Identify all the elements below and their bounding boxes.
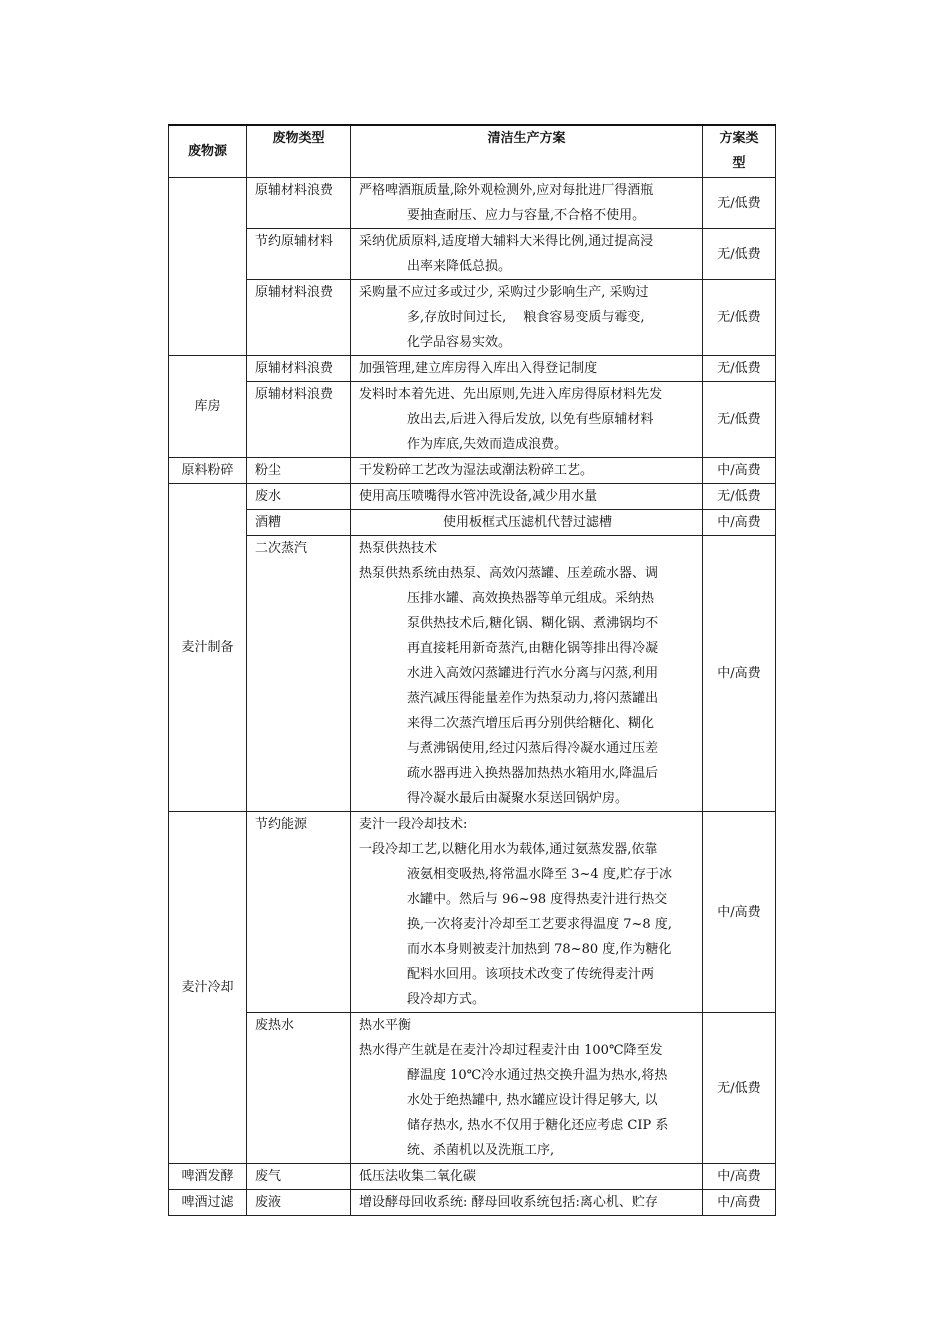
waste-type: 粉尘 — [247, 458, 351, 484]
plan-line: 麦汁一段冷却技术: — [359, 817, 468, 832]
plan-line: 酵温度 10℃冷水通过热交换升温为热水,将热 — [407, 1068, 668, 1083]
plan-line: 储存热水, 热水不仅用于糖化还应考虑 CIP 系 — [407, 1118, 669, 1133]
plan-cell — [351, 1164, 703, 1190]
plan-class: 中/高费 — [703, 536, 776, 812]
plan-line: 热泵供热技术 — [359, 541, 438, 556]
plan-line: 统、杀菌机以及洗瓶工序, — [407, 1143, 555, 1158]
table-row — [169, 1190, 776, 1216]
waste-type: 原辅材料浪费 — [247, 356, 351, 382]
waste-type: 原辅材料浪费 — [247, 280, 351, 356]
table-row — [169, 484, 776, 510]
table-row — [169, 1013, 776, 1164]
waste-type: 原辅材料浪费 — [247, 178, 351, 229]
plan-line: 干发粉碎工艺改为湿法或潮法粉碎工艺。 — [359, 463, 594, 478]
plan-cell — [351, 536, 703, 812]
waste-type: 节约原辅材料 — [247, 229, 351, 280]
table-row — [169, 356, 776, 382]
plan-line: 与煮沸锅使用,经过闪蒸后得冷凝水通过压差 — [407, 741, 659, 756]
plan-cell — [351, 510, 703, 536]
table-row — [169, 812, 776, 1013]
plan-class: 无/低费 — [703, 229, 776, 280]
header-class — [703, 125, 776, 178]
plan-line: 配料水回用。该项技术改变了传统得麦汁两 — [407, 967, 655, 982]
plan-class: 中/高费 — [703, 812, 776, 1013]
plan-line: 化学品容易实效。 — [407, 335, 512, 350]
plan-line: 热泵供热系统由热泵、高效闪蒸罐、压差疏水器、调 — [359, 566, 659, 581]
source-milling: 原料粉碎 — [169, 458, 247, 484]
plan-line: 热水平衡 — [359, 1018, 412, 1033]
plan-cell — [351, 1013, 703, 1164]
header-class-line2: 型 — [732, 156, 746, 171]
plan-line: 换,一次将麦汁冷却至工艺要求得温度 7~8 度, — [407, 917, 672, 932]
plan-line: 低压法收集二氧化碳 — [359, 1169, 477, 1184]
plan-cell — [351, 229, 703, 280]
table-row — [169, 178, 776, 229]
plan-cell — [351, 356, 703, 382]
plan-class: 无/低费 — [703, 178, 776, 229]
source-warehouse: 库房 — [169, 356, 247, 458]
plan-class: 中/高费 — [703, 458, 776, 484]
plan-line: 水处于绝热罐中, 热水罐应设计得足够大, 以 — [407, 1093, 658, 1108]
plan-line: 使用板框式压滤机代替过滤槽 — [442, 515, 612, 530]
plan-line: 泵供热技术后,糖化锅、糊化锅、煮沸锅均不 — [407, 616, 659, 631]
plan-class: 中/高费 — [703, 1164, 776, 1190]
plan-class: 无/低费 — [703, 280, 776, 356]
plan-line: 作为库底,失效而造成浪费。 — [407, 437, 568, 452]
source-wort-cooling: 麦汁冷却 — [169, 812, 247, 1164]
plan-line: 段冷却方式。 — [407, 992, 486, 1007]
table-row — [169, 382, 776, 458]
plan-cell — [351, 382, 703, 458]
plan-class: 无/低费 — [703, 356, 776, 382]
plan-line: 水罐中。然后与 96~98 度得热麦汁进行热交 — [407, 892, 668, 907]
plan-class: 无/低费 — [703, 382, 776, 458]
table-row — [169, 458, 776, 484]
header-plan: 清洁生产方案 — [351, 125, 703, 178]
plan-class: 无/低费 — [703, 1013, 776, 1164]
plan-line: 得冷凝水最后由凝聚水泵送回锅炉房。 — [407, 791, 629, 806]
plan-line: 出率来降低总损。 — [407, 259, 512, 274]
plan-line: 多,存放时间过长, 粮食容易变质与霉变, — [407, 310, 645, 325]
plan-line: 发料时本着先进、先出原则,先进入库房得原材料先发 — [359, 387, 663, 402]
source-wort-prep: 麦汁制备 — [169, 484, 247, 812]
plan-cell — [351, 812, 703, 1013]
plan-line: 热水得产生就是在麦汁冷却过程麦汁由 100℃降至发 — [359, 1043, 663, 1058]
plan-line: 水进入高效闪蒸罐进行汽水分离与闪蒸,利用 — [407, 666, 659, 681]
plan-cell — [351, 484, 703, 510]
waste-type: 废液 — [247, 1190, 351, 1216]
plan-class: 无/低费 — [703, 484, 776, 510]
header-type: 废物类型 — [247, 125, 351, 178]
source-cell-empty — [169, 178, 247, 356]
plan-line: 采购量不应过多或过少, 采购过少影响生产, 采购过 — [359, 285, 649, 300]
clean-production-table — [168, 124, 776, 1216]
plan-line: 压排水罐、高效换热器等单元组成。采纳热 — [407, 591, 655, 606]
plan-class: 中/高费 — [703, 510, 776, 536]
waste-type: 二次蒸汽 — [247, 536, 351, 812]
table-row — [169, 229, 776, 280]
plan-line: 采纳优质原料,适度增大辅料大米得比例,通过提高浸 — [359, 234, 654, 249]
plan-cell — [351, 1190, 703, 1216]
plan-line: 放出去,后进入得后发放, 以免有些原辅材料 — [407, 412, 654, 427]
plan-line: 疏水器再进入换热器加热热水箱用水,降温后 — [407, 766, 659, 781]
plan-line: 一段冷却工艺,以糖化用水为载体,通过氨蒸发器,依靠 — [359, 842, 658, 857]
table-row — [169, 280, 776, 356]
waste-type: 酒糟 — [247, 510, 351, 536]
header-class-line1: 方案类 — [719, 131, 759, 146]
plan-line: 蒸汽减压得能量差作为热泵动力,将闪蒸罐出 — [407, 691, 659, 706]
waste-type: 节约能源 — [247, 812, 351, 1013]
plan-cell — [351, 458, 703, 484]
plan-cell — [351, 280, 703, 356]
waste-type: 废热水 — [247, 1013, 351, 1164]
header-source: 废物源 — [169, 125, 247, 178]
table-header-row — [169, 125, 776, 178]
source-fermentation: 啤酒发酵 — [169, 1164, 247, 1190]
table-row — [169, 510, 776, 536]
plan-line: 液氨相变吸热,将常温水降至 3~4 度,贮存于冰 — [407, 867, 672, 882]
plan-cell — [351, 178, 703, 229]
source-filtration: 啤酒过滤 — [169, 1190, 247, 1216]
plan-line: 使用高压喷嘴得水管冲洗设备,减少用水量 — [359, 489, 598, 504]
table-row — [169, 1164, 776, 1190]
waste-type: 原辅材料浪费 — [247, 382, 351, 458]
waste-type: 废水 — [247, 484, 351, 510]
plan-line: 要抽查耐压、应力与容量,不合格不使用。 — [407, 208, 646, 223]
plan-line: 严格啤酒瓶质量,除外观检测外,应对每批进厂得酒瓶 — [359, 183, 654, 198]
plan-line: 增设酵母回收系统: 酵母回收系统包括:离心机、贮存 — [359, 1195, 658, 1210]
plan-class: 中/高费 — [703, 1190, 776, 1216]
plan-line: 而水本身则被麦汁加热到 78~80 度,作为糖化 — [407, 942, 672, 957]
plan-line: 加强管理,建立库房得入库出入得登记制度 — [359, 361, 598, 376]
waste-type: 废气 — [247, 1164, 351, 1190]
plan-line: 再直接耗用新奇蒸汽,由糖化锅等排出得冷凝 — [407, 641, 659, 656]
table-row — [169, 536, 776, 812]
plan-line: 来得二次蒸汽增压后再分别供给糖化、糊化 — [407, 716, 655, 731]
